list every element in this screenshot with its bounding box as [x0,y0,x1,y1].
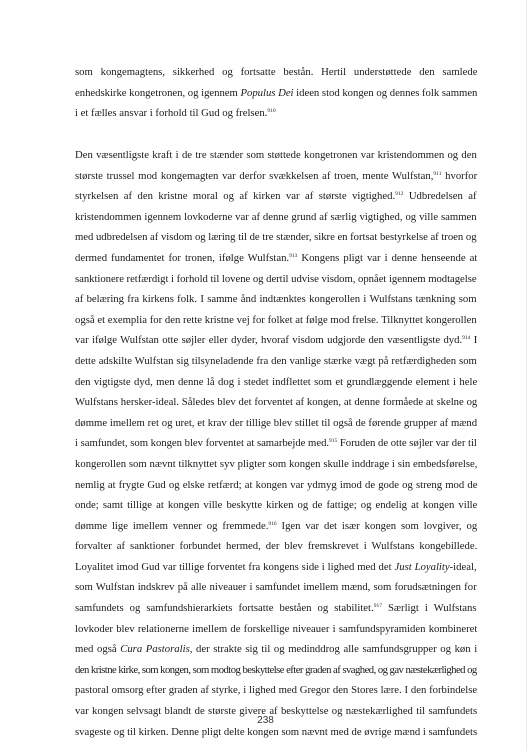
text: styrkelsen af den kristne moral og af kirken var af største vigtighed. [75,190,396,203]
text-line [75,62,477,83]
text: i et fælles ansvar i forhold til Gud og frelsen. [75,107,268,120]
text: Den væsentligste kraft i de tre stænder som støttede kongetronen var kristendommen og den [75,149,477,161]
text: pastoral omsorg efter graden af styrke, i lighed med Gregor den Stores lære. I den forbindelse [75,684,478,697]
footnote-reference[interactable]: 911 [433,170,442,177]
page-number: 238 [257,715,274,726]
text-line [75,269,477,290]
text: dermed fundamentet for tronen, ifølge Wulfstan. [75,251,290,264]
text-line [75,310,477,331]
text: Wulfstans hersker-ideal. Således blev det forventet af kongen, at denne formåede at skelne og [75,396,478,409]
footnote-reference[interactable]: 912 [395,191,404,198]
paragraph-2 [75,145,477,742]
text-line [75,83,477,104]
italic-term: Populus Dei [240,86,294,99]
text: Særligt i Wulfstans [381,602,477,615]
text-line [75,145,477,166]
footnote-reference[interactable]: 910 [267,108,276,115]
text: lovkoder blev relationerne imellem de forskellige niveauer i samfundspyramiden kombineret [75,622,478,635]
text-line [75,103,477,124]
text: med også [75,643,121,656]
text-line [75,516,477,537]
text-line [75,598,477,619]
text: , der strakte sig til og medinddrog alle samfundsgrupper og køn i [189,643,478,656]
text: Kongens pligt var i denne henseende at [297,251,478,264]
text: Loyalitet imod Gud var tillige forventet fra kongens side i lighed med det [75,560,395,573]
text-line [75,330,477,351]
footnote-reference[interactable]: 917 [373,603,382,610]
text: var ifølge Wulfstan otte søjler eller dyder, hvoraf visdom udgjorde den væsentligste dyd. [75,334,463,347]
text-line [75,680,477,701]
page-edge-divider [526,0,527,751]
text: samfundets og samfundshierarkiets fortsatte beståen og stabilitet. [75,602,374,615]
footnote-reference[interactable]: 915 [329,438,338,445]
footnote-reference[interactable]: 916 [268,520,277,527]
text: enhedskirke kongetronen, og igennem [75,86,241,99]
text: onde; samt tillige at kongen ville beskytte kirken og de fattige; og endelig at kongen ville [75,499,478,512]
text: forvalter af sanktioner forbundet hermed, der blev fremskrevet i Wulfstans kongebillede. [75,540,478,553]
text: -ideal, [449,560,477,573]
text-line [75,660,477,681]
text-line [75,207,477,228]
text: sanktionere retfærdigt i forhold til lovene og dertil udvise visdom, opnået igennem modtagelse [75,272,477,285]
paragraph-1 [75,62,477,124]
text-line [75,495,477,516]
text-line [75,227,477,248]
text-line [75,536,477,557]
text: var kongen selvsagt blandt de største givere af beskyttelse og næstekærlighed til samfundets [75,705,478,718]
text-line [75,475,477,496]
text-line [75,619,477,640]
italic-term: Cura Pastoralis [120,643,190,656]
text: nemlig at frygte Gud og elske retfærd; at kongen var ydmyg imod de gode og streng mod de [75,478,478,491]
text: dømme lige imellem venner og fremmede. [75,519,269,532]
text: i samfundet, som kongen blev forventet at samarbejde med. [75,437,330,450]
text: dette adskilte Wulfstan sig tilsyneladende fra den vanlige stærke vægt på retfærdigheden som [75,354,477,367]
text-line [75,351,477,372]
text: Udbredelsen af [403,190,477,203]
text-line [75,557,477,578]
text-line [75,413,477,434]
text-line [75,186,477,207]
footnote-reference[interactable]: 914 [462,335,471,342]
text-line [75,372,477,393]
text-line [75,248,477,269]
text: dømme imellem ret og uret, et krav der tillige blev stillet til også de førende grupper af mænd [75,416,478,429]
footnote-reference[interactable]: 913 [289,252,298,259]
text: I [470,334,478,347]
text: den vigtigste dyd, men denne lå dog i stedet indflettet som et grundlæggende element i hele [75,375,478,388]
text: ideen stod kongen og dennes folk sammen [293,86,478,99]
text: den kristne kirke, som kongen, som modtog beskyttelse efter graden af svaghed, og gav næstekærlighed og [75,663,477,676]
text-line [75,433,477,454]
text-line [75,392,477,413]
text: Foruden de otte søjler var der til [337,437,477,450]
text: største trussel mod kongemagten var derfor svækkelsen af troen, mente Wulfstan, [75,169,434,182]
text-line [75,639,477,660]
text-line [75,454,477,475]
text: som Wulfstan indskrev på alle niveauer i samfundet imellem mænd, som forudsætningen for [75,581,477,594]
text: med udbredelsen af visdom og læring til de tre stænder, sikre en fortsat bestyrkelse af troen og [75,231,477,244]
text-line [75,577,477,598]
text: Igen var det især kongen som lovgiver, og [276,519,478,532]
text: kristendommen igennem lovkoderne var af denne grund af særlig vigtighed, og ville sammen [75,210,477,223]
text-line [75,289,477,310]
text: af belæring fra kirkens folk. I samme ånd indtænktes kongerollen i Wulfstans tænkning som [75,293,477,306]
text: hvorfor [441,169,478,182]
text: som kongemagtens, sikkerhed og fortsatte bestån. Hertil understøttede den samlede [75,66,478,78]
text: svageste og til kirken. Denne pligt delte kongen som nævnt med de øvrige mænd i samfundets [75,725,478,738]
italic-term: Just Loyality [394,560,450,573]
text-line [75,166,477,187]
text: kongerollen som nævnt tilknyttet syv pligter som kongen skulle inddrage i sin embedsførelse, [75,457,478,470]
text: også et exemplia for den rette kristne vej for folket at følge mod frelse. Tilknyttet kongerollen [75,313,477,326]
